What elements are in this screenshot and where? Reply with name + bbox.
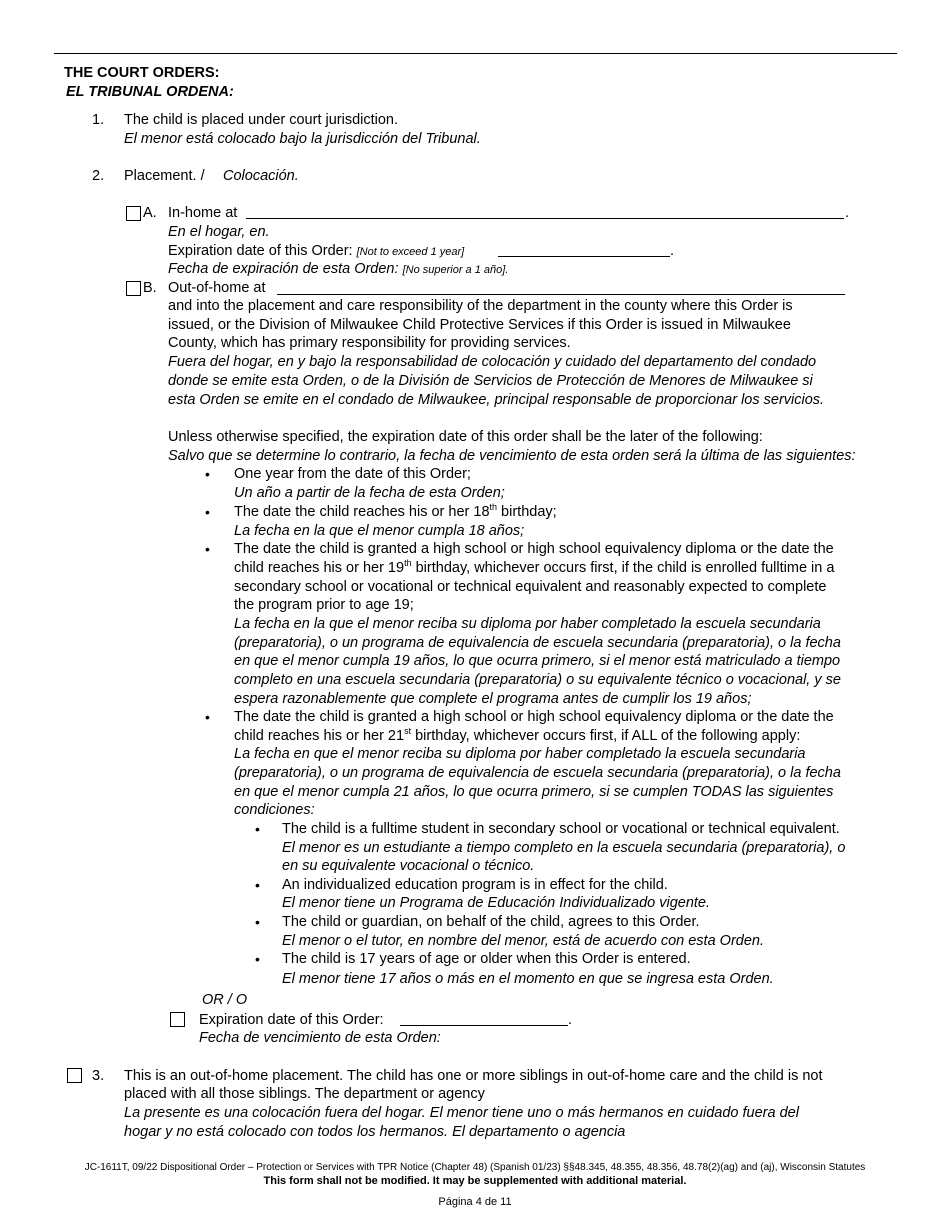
item1-number: 1. bbox=[92, 112, 105, 128]
unless-text-es: Salvo que se determine lo contrario, la fecha de vencimiento de esta orden será la última de las siguientes: bbox=[168, 448, 856, 464]
bullet-3-en-3: secondary school or vocational or technical equivalent and reasonably expected to complete bbox=[234, 579, 827, 595]
sub-bullet-3-es: El menor o el tutor, en nombre del menor, está de acuerdo con esta Orden. bbox=[282, 933, 765, 949]
item3-number: 3. bbox=[92, 1068, 105, 1084]
sub-bullet-4-dot: • bbox=[255, 951, 260, 967]
in-home-expiration-period: . bbox=[670, 243, 675, 259]
sub-bullet-2-en: An individualized education program is in effect for the child. bbox=[282, 877, 668, 893]
bullet-4-sup: st bbox=[404, 726, 412, 737]
unless-text-en: Unless otherwise specified, the expiration date of this order shall be the later of the following: bbox=[168, 429, 763, 445]
heading-en: THE COURT ORDERS: bbox=[64, 65, 220, 81]
bullet-4-es-4: condiciones: bbox=[234, 802, 315, 818]
bullet-3-es-5: espera razonablemente que complete el programa antes de cumplir los 19 años; bbox=[234, 691, 752, 707]
bullet-4-en-2-post: birthday, whichever occurs first, if ALL of the following apply: bbox=[411, 728, 801, 744]
in-home-expiration-note: [Not to exceed 1 year] bbox=[356, 246, 465, 258]
bullet-3-en-2-post: birthday, whichever occurs first, if the child is enrolled fulltime in a bbox=[411, 560, 835, 576]
item3-text-en-2: placed with all those siblings. The department or agency bbox=[124, 1086, 485, 1102]
bullet-4-dot: • bbox=[205, 709, 210, 725]
item3-text-en-1: This is an out-of-home placement. The child has one or more siblings in out-of-home care and the child is not bbox=[124, 1068, 823, 1084]
footer-form-id: JC-1611T, 09/22 Dispositional Order – Protection or Services with TPR Notice (Chapter 48) (Spanish 01/23) §§48.345, 48.355, 48.356, 48.78(2)(ag) and (aj), Wisconsin Statutes bbox=[84, 1162, 866, 1173]
bullet-2-en-post: birthday; bbox=[497, 504, 557, 520]
bullet-4-en-2-pre: child reaches his or her 21 bbox=[234, 728, 405, 744]
bullet-3-en-1: The date the child is granted a high school or high school equivalency diploma or the date the bbox=[234, 541, 834, 557]
option-b-letter: B. bbox=[143, 280, 157, 296]
expiration-date-label: Expiration date of this Order: bbox=[199, 1012, 384, 1028]
out-of-home-text-es-1: Fuera del hogar, en y bajo la responsabilidad de colocación y cuidado del departamento del condado bbox=[168, 354, 817, 370]
item3-text-es-2: hogar y no está colocado con todos los hermanos. El departamento o agencia bbox=[124, 1124, 626, 1140]
option-a-letter: A. bbox=[143, 205, 157, 221]
expiration-date-period: . bbox=[568, 1012, 573, 1028]
footer-notice: This form shall not be modified. It may be supplemented with additional material. bbox=[263, 1175, 687, 1187]
bullet-2-en-pre: The date the child reaches his or her 18 bbox=[234, 504, 490, 520]
sub-bullet-1-en: The child is a fulltime student in secondary school or vocational or technical equivalent. bbox=[282, 821, 840, 837]
out-of-home-text-en-1: and into the placement and care responsibility of the department in the county where this Order is bbox=[168, 298, 793, 314]
bullet-4-en-2 bbox=[234, 727, 800, 745]
bullet-3-es-2: (preparatoria), o un programa de equivalencia de escuela secundaria (preparatoria), o la fecha bbox=[234, 635, 841, 651]
in-home-address-field[interactable] bbox=[246, 218, 844, 219]
in-home-expiration-es-text: Fecha de expiración de esta Orden: bbox=[168, 261, 399, 277]
out-of-home-text-en-3: County, which has primary responsibility for providing services. bbox=[168, 335, 571, 351]
sub-bullet-4-en: The child is 17 years of age or older when this Order is entered. bbox=[282, 951, 691, 967]
expiration-date-label-es: Fecha de vencimiento de esta Orden: bbox=[199, 1030, 441, 1046]
sibling-placement-checkbox[interactable] bbox=[67, 1068, 82, 1083]
sub-bullet-3-en: The child or guardian, on behalf of the child, agrees to this Order. bbox=[282, 914, 700, 930]
bullet-3-es-3: en que el menor cumpla 19 años, lo que ocurra primero, si el menor está matriculado a tiempo bbox=[234, 653, 841, 669]
bullet-3-en-2-pre: child reaches his or her 19 bbox=[234, 560, 405, 576]
in-home-expiration-text: Expiration date of this Order: bbox=[168, 243, 353, 259]
expiration-date-checkbox[interactable] bbox=[170, 1012, 185, 1027]
item2-text-en: Placement. / bbox=[124, 168, 205, 184]
sub-bullet-1-es-2: en su equivalente vocacional o técnico. bbox=[282, 858, 535, 874]
bullet-4-es-1: La fecha en que el menor reciba su diploma por haber completado la escuela secundaria bbox=[234, 746, 806, 762]
heading-es: EL TRIBUNAL ORDENA: bbox=[66, 84, 234, 100]
item1-text-es: El menor está colocado bajo la jurisdicción del Tribunal. bbox=[124, 131, 481, 147]
in-home-expiration-es bbox=[168, 260, 508, 279]
sub-bullet-2-es: El menor tiene un Programa de Educación Individualizado vigente. bbox=[282, 895, 711, 911]
expiration-date-field[interactable] bbox=[400, 1025, 568, 1026]
top-rule bbox=[54, 53, 897, 54]
bullet-3-sup: th bbox=[404, 558, 412, 569]
in-home-expiration-es-note: [No superior a 1 año]. bbox=[402, 264, 509, 276]
bullet-3-es-4: completo en una escuela secundaria (preparatoria) o su equivalente técnico o vocacional, y se bbox=[234, 672, 841, 688]
in-home-checkbox[interactable] bbox=[126, 206, 141, 221]
bullet-4-en-1: The date the child is granted a high school or high school equivalency diploma or the date the bbox=[234, 709, 834, 725]
bullet-2-es: La fecha en la que el menor cumpla 18 años; bbox=[234, 523, 525, 539]
item3-text-es-1: La presente es una colocación fuera del hogar. El menor tiene uno o más hermanos en cuidado fuera del bbox=[124, 1105, 799, 1121]
sub-bullet-3-dot: • bbox=[255, 914, 260, 930]
in-home-label: In-home at bbox=[168, 205, 238, 221]
bullet-4-es-2: (preparatoria), o un programa de equivalencia de escuela secundaria (preparatoria), o la fecha bbox=[234, 765, 841, 781]
bullet-2-sup: th bbox=[489, 502, 498, 513]
in-home-label-es: En el hogar, en. bbox=[168, 224, 270, 240]
bullet-2-dot: • bbox=[205, 504, 210, 520]
bullet-3-es-1: La fecha en la que el menor reciba su diploma por haber completado la escuela secundaria bbox=[234, 616, 821, 632]
sub-bullet-1-es-1: El menor es un estudiante a tiempo completo en la escuela secundaria (preparatoria), o bbox=[282, 840, 846, 856]
sub-bullet-2-dot: • bbox=[255, 877, 260, 893]
out-of-home-text-es-2: donde se emite esta Orden, o de la División de Servicios de Protección de Menores de Milwaukee si bbox=[168, 373, 813, 389]
bullet-2-en bbox=[234, 503, 557, 521]
item2-text-es: Colocación. bbox=[223, 168, 299, 184]
in-home-expiration-field[interactable] bbox=[498, 256, 670, 257]
sub-bullet-4-es: El menor tiene 17 años o más en el momento en que se ingresa esta Orden. bbox=[282, 971, 774, 987]
bullet-3-en-2 bbox=[234, 559, 834, 577]
bullet-1-en: One year from the date of this Order; bbox=[234, 466, 471, 482]
in-home-expiration-label bbox=[168, 242, 464, 261]
out-of-home-address-field[interactable] bbox=[277, 294, 845, 295]
out-of-home-checkbox[interactable] bbox=[126, 281, 141, 296]
out-of-home-label: Out-of-home at bbox=[168, 280, 266, 296]
or-separator: OR / O bbox=[202, 992, 248, 1008]
footer-page-number: Página 4 de 11 bbox=[438, 1196, 512, 1208]
sub-bullet-1-dot: • bbox=[255, 821, 260, 837]
bullet-3-en-4: the program prior to age 19; bbox=[234, 597, 414, 613]
in-home-period: . bbox=[845, 205, 850, 221]
bullet-1-dot: • bbox=[205, 466, 210, 482]
item2-number: 2. bbox=[92, 168, 105, 184]
bullet-4-es-3: en que el menor cumpla 21 años, lo que ocurra primero, si se cumplen TODAS las siguientes bbox=[234, 784, 834, 800]
bullet-1-es: Un año a partir de la fecha de esta Orden; bbox=[234, 485, 505, 501]
bullet-3-dot: • bbox=[205, 541, 210, 557]
out-of-home-text-en-2: issued, or the Division of Milwaukee Child Protective Services if this Order is issued in Milwaukee bbox=[168, 317, 791, 333]
out-of-home-text-es-3: esta Orden se emite en el condado de Milwaukee, principal responsable de proporcionar los servicios. bbox=[168, 392, 825, 408]
item1-text-en: The child is placed under court jurisdiction. bbox=[124, 112, 399, 128]
